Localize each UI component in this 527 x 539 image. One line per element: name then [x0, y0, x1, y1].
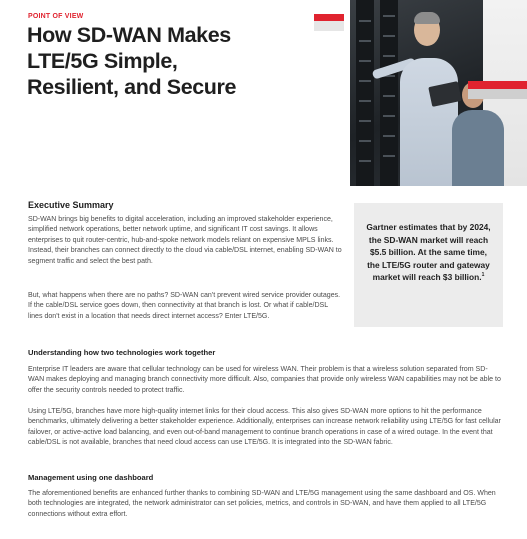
accent-bar-grey-mid: [468, 89, 527, 99]
callout-statement: Gartner estimates that by 2024, the SD-WAN market will reach $5.5 billion. At the same time, the LTE/5G router and gateway market will reach $3 billion.: [366, 222, 491, 283]
callout-text: [364, 221, 493, 284]
photo-person-hair: [414, 12, 440, 24]
document-body: [0, 186, 527, 539]
title-line-2: LTE/5G Simple,: [27, 49, 178, 73]
accent-bar-red-mid: [468, 81, 527, 89]
document-title: [27, 22, 327, 100]
section-heading-dashboard: Management using one dashboard: [28, 473, 154, 482]
callout-box: [354, 203, 503, 327]
eyebrow-label: POINT OF VIEW: [28, 13, 84, 20]
paragraph: Using LTE/5G, branches have more high-quality internet links for their cloud access. This also gives SD-WAN more options to hit the performance benchmarks, ultimately delivering a better stakeholder experience. Additionally, enterprises can increase network reliability using LTE/5G for fast cellular failover, or active-active load balancing, and even out-of-band management to continue branch operations in case of a wired outage. In the event that cable/DSL is not available, branches that need cloud access can use LTE/5G. It is integrated into the SD-WAN fabric.: [28, 408, 501, 447]
section-heading-two-technologies: Understanding how two technologies work together: [28, 348, 216, 357]
title-line-1: How SD-WAN Makes: [27, 23, 231, 47]
paragraph: But, what happens when there are no paths? SD-WAN can't prevent wired service provider outages. If the cable/DSL service goes down, then connectivity at that branch is lost. Or what if cable/DSL lines don't exist in a location that needs direct internet access? Enter LTE/5G.: [28, 292, 341, 320]
footnote-marker: 1: [481, 272, 485, 279]
server-rack: [356, 0, 374, 186]
section-heading-executive-summary: Executive Summary: [28, 200, 114, 210]
photo-person-engineer: [400, 58, 458, 186]
paragraph: SD-WAN brings big benefits to digital acceleration, including an improved stakeholder experience, simplified network operations, better network uptime, and significant IT cost savings. It allows enterprises to quit router-centric, hub-and-spoke network models reliant on expensive MPLS links. Instead, their branches can connect directly to the cloud via cable/DSL internet, enabling SD-WAN to segment traffic and select the best path.: [28, 216, 342, 265]
accent-bar-grey-top: [314, 21, 344, 31]
server-rack: [380, 0, 398, 186]
accent-bar-red-top: [314, 14, 344, 21]
title-line-3: Resilient, and Secure: [27, 75, 237, 99]
paragraph: The aforementioned benefits are enhanced further thanks to combining SD-WAN and LTE/5G management using the same dashboard and OS. When both technologies are integrated, the network administrator can set policies, metrics, and controls in SD-WAN, and have them applied to all LTE/5G connections without extra effort.: [28, 490, 496, 518]
paragraph: Enterprise IT leaders are aware that cellular technology can be used for wireless WAN. Their problem is that a wireless solution separated from SD-WAN makes deploying and managing branch connectivity more difficult. Also, companies that provide only wireless WAN capabilities may not be able to offer the security controls needed to protect traffic.: [28, 366, 501, 394]
photo-person-colleague: [452, 110, 504, 186]
hero-banner: [0, 0, 527, 186]
